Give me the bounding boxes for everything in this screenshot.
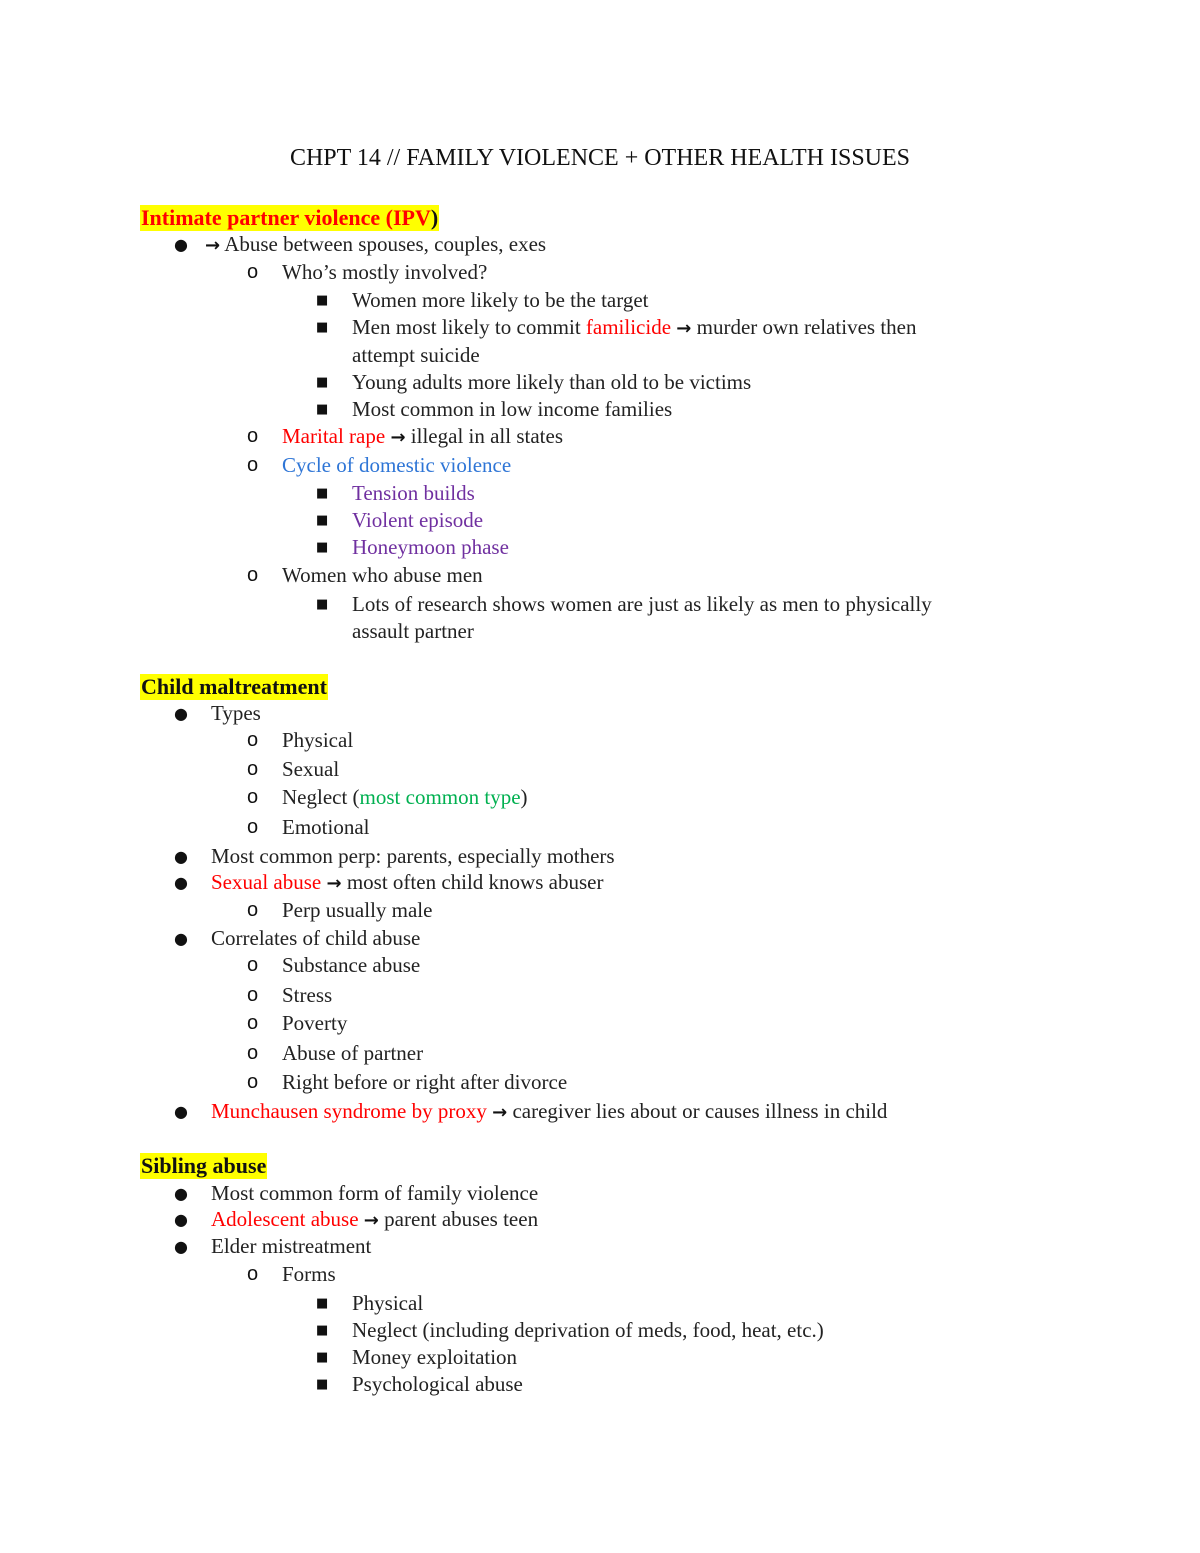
section-heading-ipv <box>140 205 439 231</box>
term-adolescent-abuse: Adolescent abuse <box>211 1207 359 1231</box>
ipv-heading-abbr: IPV <box>392 205 431 230</box>
term-marital-rape: Marital rape <box>282 424 386 448</box>
term-most-common-type: most common type <box>359 785 521 809</box>
cycle-item: Tension builds <box>352 481 475 505</box>
list-item: Money exploitation <box>352 1345 518 1369</box>
list-item: Elder mistreatment <box>211 1234 372 1258</box>
bullet-icon: ● <box>174 873 188 892</box>
circle-bullet-icon: o <box>247 984 259 1006</box>
list-item: Right before or right after divorce <box>282 1070 568 1094</box>
circle-bullet-icon: o <box>247 1042 259 1064</box>
list-item-text: illegal in all states <box>410 424 564 448</box>
list-item: Most common perp: parents, especially mothers <box>211 844 615 868</box>
list-item <box>211 1098 887 1126</box>
list-item-text: Men most likely to commit <box>352 315 586 339</box>
square-bullet-icon: ■ <box>316 293 329 308</box>
square-bullet-icon: ■ <box>316 1323 329 1338</box>
square-bullet-icon: ■ <box>316 320 329 335</box>
circle-bullet-icon: o <box>247 816 259 838</box>
arrow-icon: → <box>363 1210 379 1231</box>
circle-bullet-icon: o <box>247 564 259 586</box>
list-item <box>282 784 528 811</box>
list-item: Neglect (including deprivation of meds, food, heat, etc.) <box>352 1318 824 1342</box>
ipv-heading-close: ) <box>430 205 439 230</box>
list-item: Poverty <box>282 1011 348 1035</box>
list-item: Young adults more likely than old to be victims <box>352 370 752 394</box>
square-bullet-icon: ■ <box>316 513 329 528</box>
list-item <box>205 231 546 259</box>
circle-bullet-icon: o <box>247 425 259 447</box>
list-item-text: caregiver lies about or causes illness in child <box>512 1099 888 1123</box>
square-bullet-icon: ■ <box>316 375 329 390</box>
cycle-item: Honeymoon phase <box>352 535 509 559</box>
circle-bullet-icon: o <box>247 954 259 976</box>
section-heading-sibling-abuse: Sibling abuse <box>141 1153 267 1178</box>
bullet-icon: ● <box>174 1210 188 1229</box>
arrow-icon: → <box>326 873 342 894</box>
circle-bullet-icon: o <box>247 261 259 283</box>
circle-bullet-icon: o <box>247 1071 259 1093</box>
list-item: Types <box>211 701 261 725</box>
list-item: Most common form of family violence <box>211 1181 539 1205</box>
list-item-text: ) <box>520 785 528 809</box>
list-item: Who’s mostly involved? <box>282 260 488 284</box>
list-item: Physical <box>352 1291 424 1315</box>
square-bullet-icon: ■ <box>316 486 329 501</box>
bullet-icon: ● <box>174 704 188 723</box>
bullet-icon: ● <box>174 1184 188 1203</box>
bullet-icon: ● <box>174 1237 188 1256</box>
list-item: Sexual <box>282 757 340 781</box>
list-item: Women who abuse men <box>282 563 483 587</box>
circle-bullet-icon: o <box>247 758 259 780</box>
bullet-icon: ● <box>174 1102 188 1121</box>
list-item-text: murder own relatives then <box>696 315 917 339</box>
list-item: Abuse of partner <box>282 1041 424 1065</box>
list-item-continuation: attempt suicide <box>352 343 480 367</box>
square-bullet-icon: ■ <box>316 540 329 555</box>
term-cycle-domestic-violence: Cycle of domestic violence <box>282 453 512 477</box>
term-familicide: familicide <box>585 315 672 339</box>
arrow-icon: → <box>492 1102 508 1123</box>
page-title: CHPT 14 // FAMILY VIOLENCE + OTHER HEALTH ISSUES <box>289 145 911 171</box>
arrow-icon: → <box>676 318 692 339</box>
arrow-icon: → <box>390 427 406 448</box>
circle-bullet-icon: o <box>247 729 259 751</box>
square-bullet-icon: ■ <box>316 597 329 612</box>
bullet-icon: ● <box>174 929 188 948</box>
list-item: Most common in low income families <box>352 397 673 421</box>
ipv-heading-text: Intimate partner violence ( <box>141 205 393 230</box>
list-item: Perp usually male <box>282 898 433 922</box>
bullet-icon: ● <box>174 847 188 866</box>
cycle-item: Violent episode <box>352 508 484 532</box>
list-item <box>282 423 563 451</box>
square-bullet-icon: ■ <box>316 1350 329 1365</box>
circle-bullet-icon: o <box>247 1012 259 1034</box>
list-item: Forms <box>282 1262 336 1286</box>
list-item: Lots of research shows women are just as likely as men to physically <box>352 592 932 616</box>
list-item: Physical <box>282 728 354 752</box>
circle-bullet-icon: o <box>247 1263 259 1285</box>
arrow-icon: → <box>205 235 221 256</box>
bullet-icon: ● <box>174 235 188 254</box>
list-item: Emotional <box>282 815 370 839</box>
list-item <box>352 314 916 342</box>
square-bullet-icon: ■ <box>316 402 329 417</box>
list-item-text: parent abuses teen <box>384 1207 539 1231</box>
circle-bullet-icon: o <box>247 454 259 476</box>
square-bullet-icon: ■ <box>316 1296 329 1311</box>
term-sexual-abuse: Sexual abuse <box>211 870 322 894</box>
list-item: Psychological abuse <box>352 1372 523 1396</box>
list-item: Women more likely to be the target <box>352 288 649 312</box>
list-item-text: Neglect ( <box>282 785 360 809</box>
list-item-text: Abuse between spouses, couples, exes <box>224 232 547 256</box>
list-item: Substance abuse <box>282 953 421 977</box>
section-heading-child-maltreatment: Child maltreatment <box>141 674 327 699</box>
list-item <box>211 869 603 897</box>
term-munchausen: Munchausen syndrome by proxy <box>211 1099 487 1123</box>
square-bullet-icon: ■ <box>316 1377 329 1392</box>
circle-bullet-icon: o <box>247 786 259 808</box>
list-item: Stress <box>282 983 333 1007</box>
list-item: Correlates of child abuse <box>211 926 421 950</box>
list-item-continuation: assault partner <box>352 619 474 643</box>
list-item <box>211 1206 538 1234</box>
circle-bullet-icon: o <box>247 899 259 921</box>
list-item-text: most often child knows abuser <box>346 870 604 894</box>
